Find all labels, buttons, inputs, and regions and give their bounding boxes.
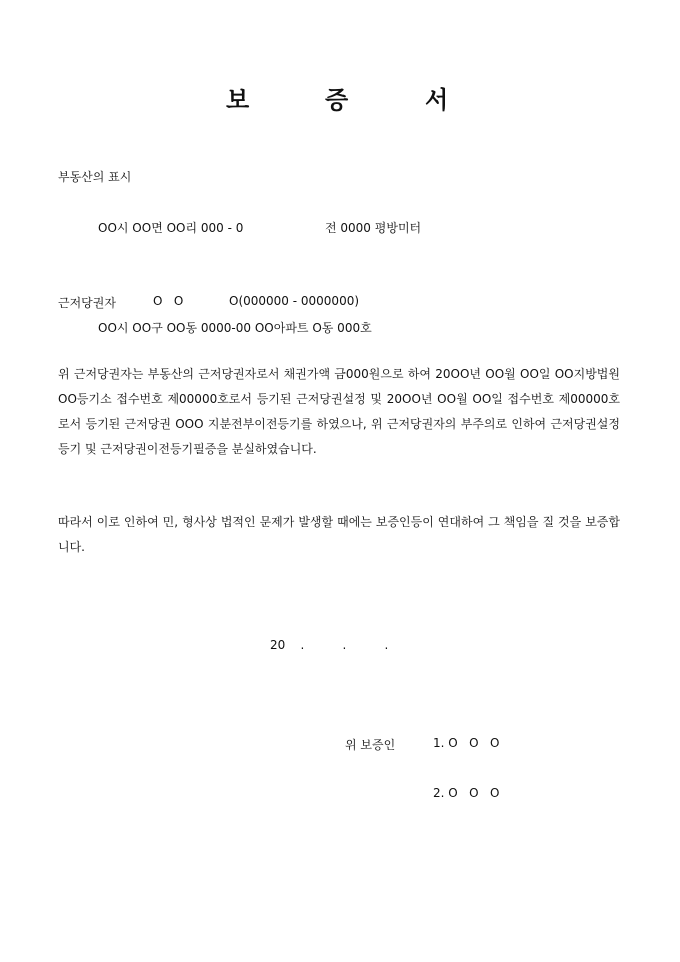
guarantor-1: 1. O O O [433,736,500,750]
guarantor-label: 위 보증인 [345,738,396,752]
body-paragraph-2: 따라서 이로 인하여 민, 형사상 법적인 문제가 발생할 때에는 보증인등이 연대하여 그 책임을 질 것을 보증합니다. [58,515,620,554]
owner-id: O(000000 - 0000000) [229,294,360,308]
owner-address: OO시 OO구 OO동 0000-00 OO아파트 O동 000호 [98,321,372,335]
body-paragraph-1: 위 근저당권자는 부동산의 근저당권자로서 채권가액 금000원으로 하여 20OO년 OO월 OO일 OO지방법원 OO등기소 접수번호 제00000호로서 등기된 근저당권설정 및 20OO년 OO월 OO일 접수번호 제00000호로서 등기된 근저당권 OOO 지분전부이전등기를 하였으나, 위 근저당권자의 부주의로 인하여 근저당권설정등기 및 근저당권이전등기필증을 분실하였습니다. [58,367,620,456]
title-char-2: 증 [325,85,349,114]
property-heading: 부동산의 표시 [58,170,132,184]
owner-label: 근저당권자 [58,296,116,310]
title-char-3: 서 [425,85,449,114]
date-line: 20 . . . [270,638,389,652]
property-area: 전 0000 평방미터 [325,221,422,235]
document-title [0,80,680,114]
property-address: OO시 OO면 OO리 000 - 0 [98,221,244,235]
guarantor-2: 2. O O O [433,786,500,800]
owner-name: O O [153,294,184,308]
title-char-1: 보 [226,85,250,114]
